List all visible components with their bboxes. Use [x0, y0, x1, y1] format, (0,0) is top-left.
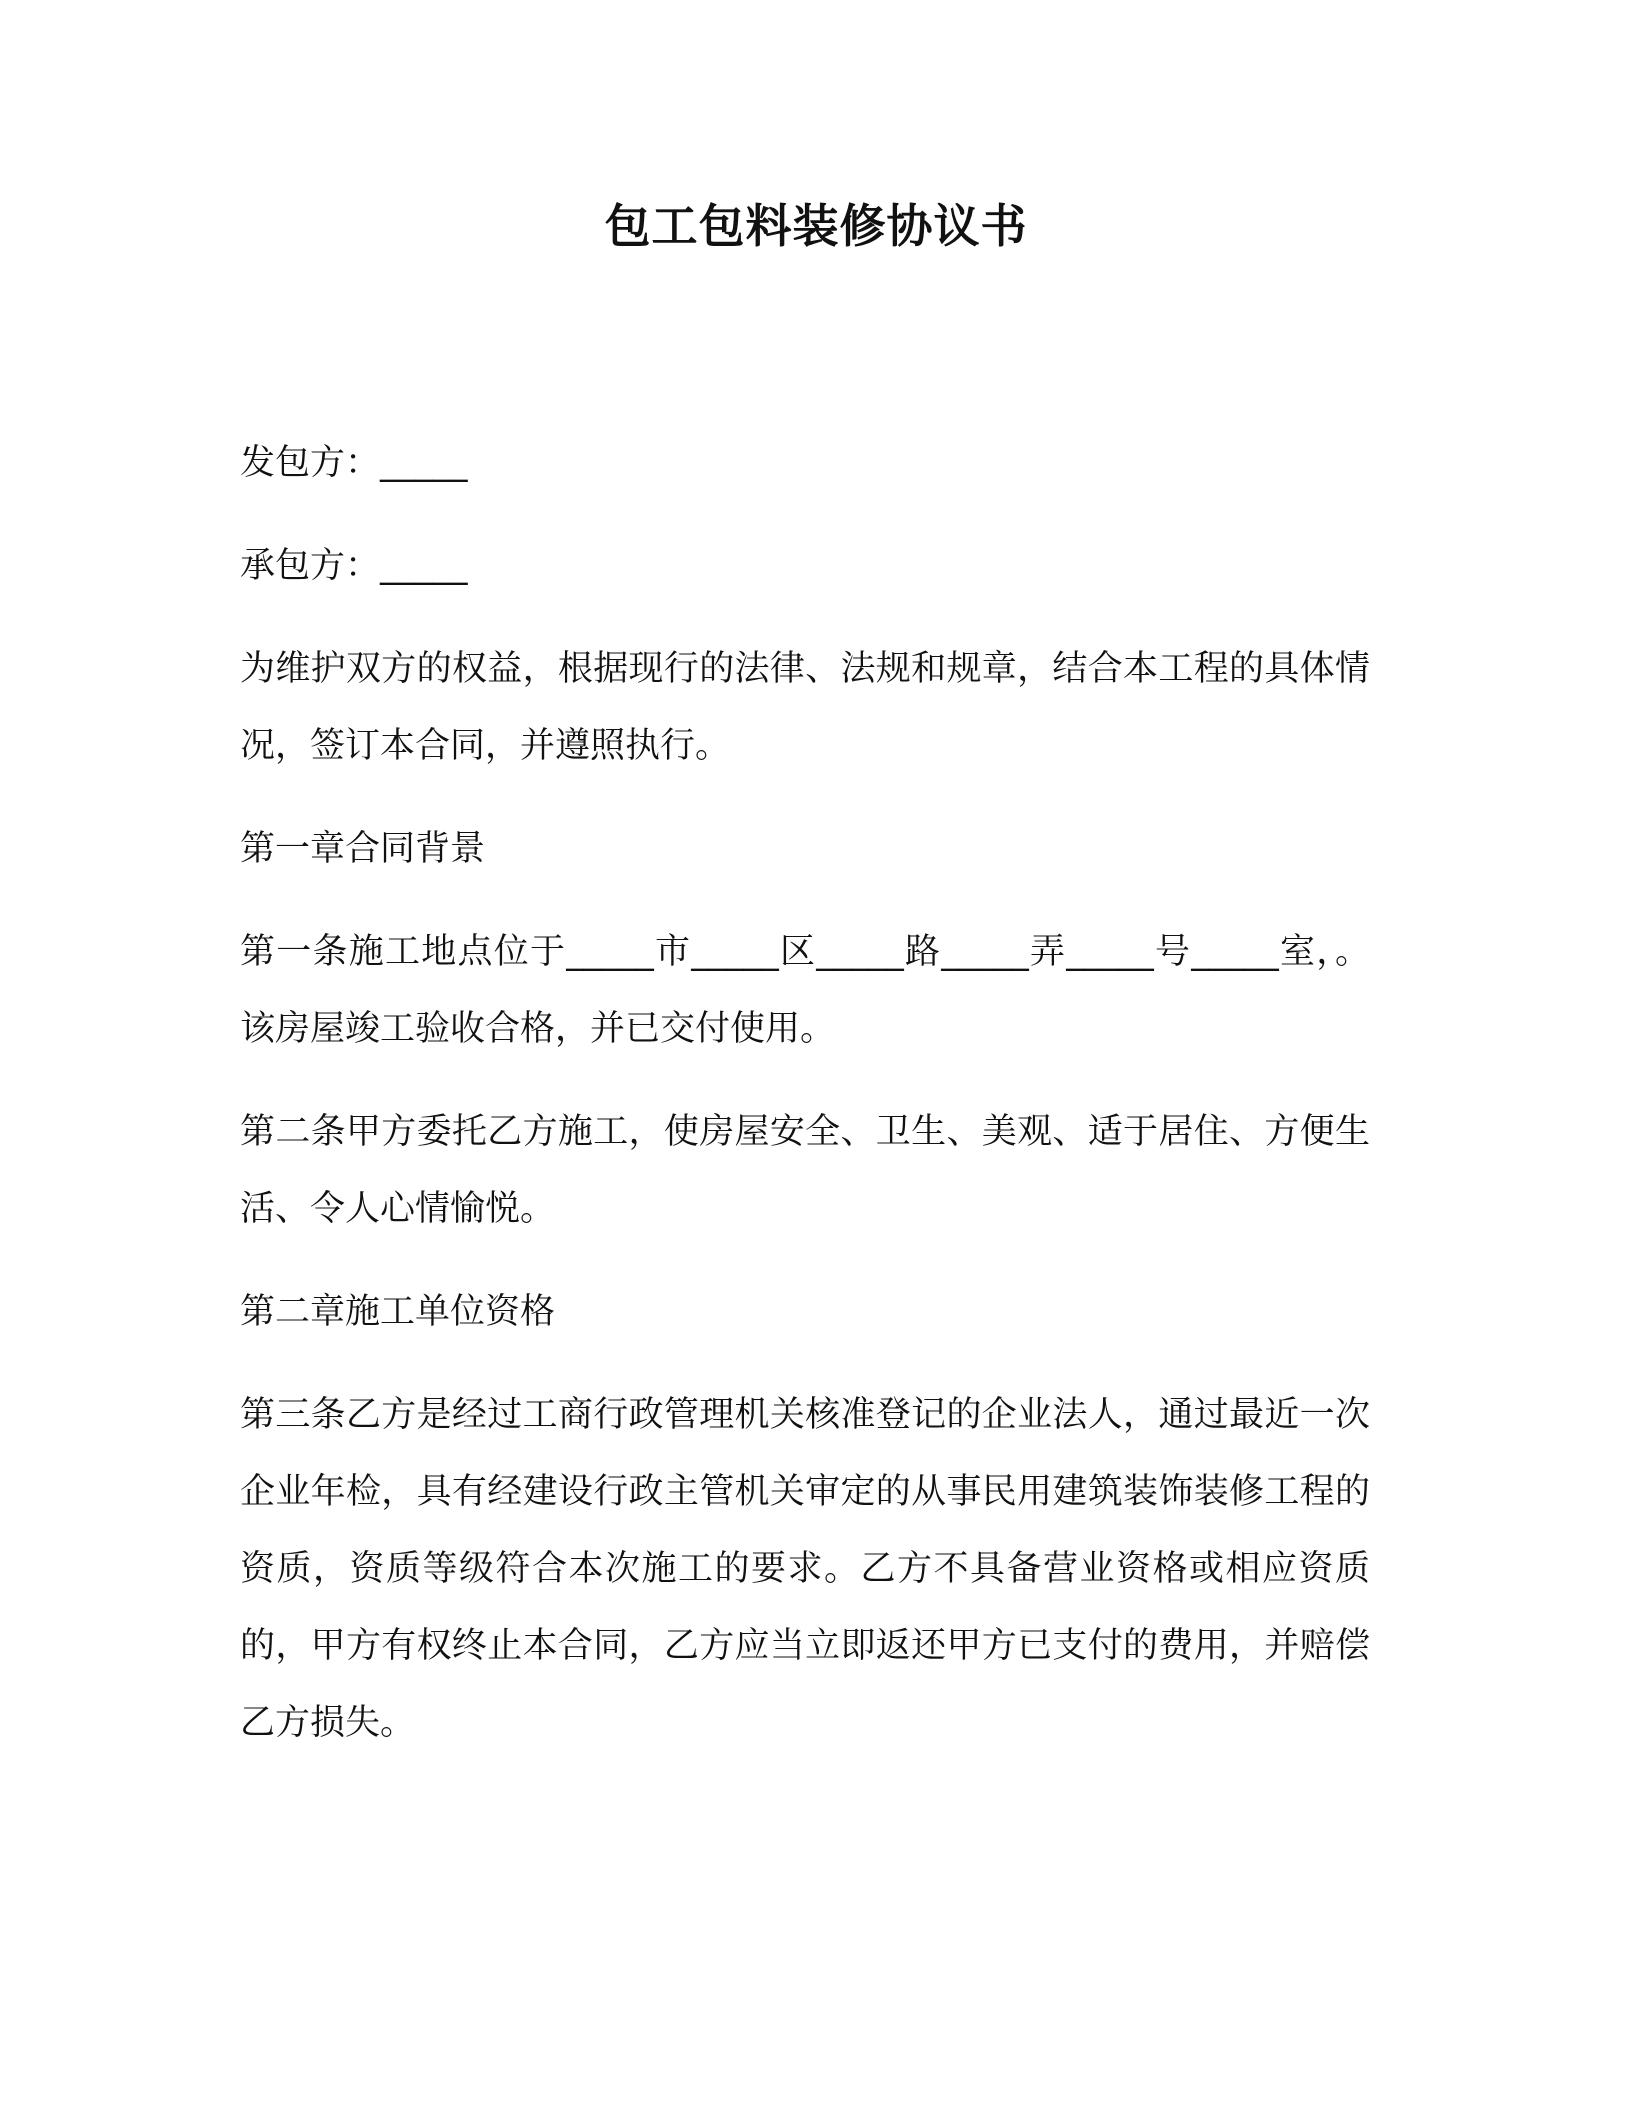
article-2-paragraph: 第二条甲方委托乙方施工，使房屋安全、卫生、美观、适于居住、方便生活、令人心情愉悦。	[240, 1112, 1370, 1229]
party-a-line: 发包方：_____	[240, 443, 468, 483]
document-title: 包工包料装修协议书	[604, 199, 1028, 253]
article-3-paragraph: 第三条乙方是经过工商行政管理机关核准登记的企业法人，通过最近一次企业年检，具有经建设行政主管机关审定的从事民用建筑装饰装修工程的资质，资质等级符合本次施工的要求。乙方不具备营业资格或相应资质的，甲方有权终止本合同，乙方应当立即返还甲方已支付的费用，并赔偿乙方损失。	[240, 1395, 1370, 1743]
document-body	[240, 425, 1370, 1788]
party-b-line: 承包方：_____	[240, 546, 468, 586]
chapter-1-heading: 第一章合同背景	[240, 829, 486, 869]
preamble-paragraph: 为维护双方的权益，根据现行的法律、法规和规章，结合本工程的具体情况，签订本合同，并遵照执行。	[240, 649, 1370, 766]
chapter-2-heading: 第二章施工单位资格	[240, 1292, 556, 1332]
article-1-paragraph: 第一条施工地点位于_____市_____区_____路_____弄_____号_____室，。该房屋竣工验收合格，并已交付使用。	[240, 932, 1370, 1049]
